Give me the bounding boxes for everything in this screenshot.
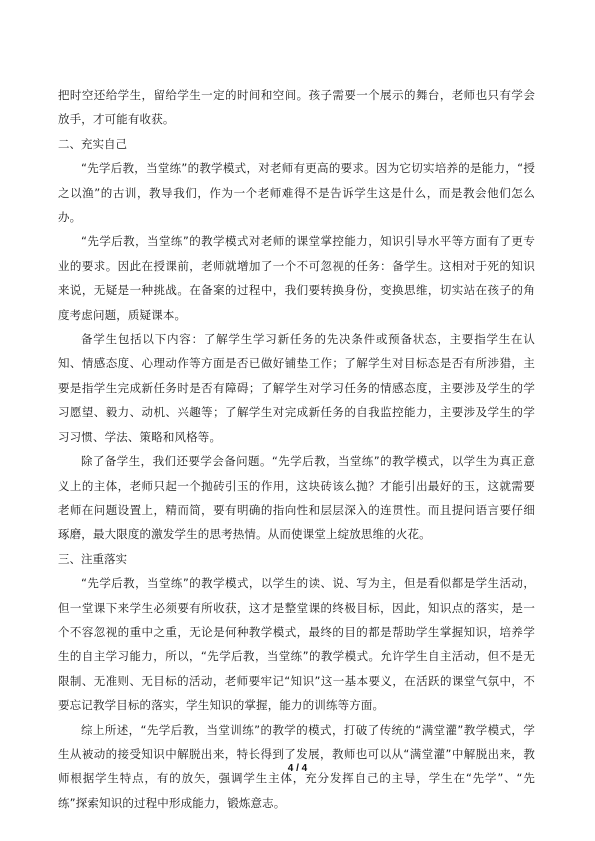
paragraph-2-4: 除了备学生，我们还要学会备问题。“先学后教，当堂练”的教学模式，以学生为真正意义上的主体，老师只起一个抛砖引玉的作用，这块砖该么抛？才能引出最好的玉，这就需要老师在问题设置上，精而简，要有明确的指向性和层层深入的连贯性。而且提问语言要仔细琢磨，最大限度的激发学生的思考热情。从而使课堂上绽放思维的火花。	[58, 454, 535, 542]
paragraph-2-1: “先学后教，当堂练”的教学模式，对老师有更高的要求。因为它切实培养的是能力，“授之以渔”的古训，教导我们，作为一个老师难得不是告诉学生这是什么，而是教会他们怎么办。	[58, 161, 535, 225]
page-number: 4 / 4	[287, 763, 308, 774]
paragraph-2-3: 备学生包括以下内容：了解学生学习新任务的先决条件或预备状态，主要指学生在认知、情感态度、心理动作等方面是否已做好铺垫工作；了解学生对目标态是否有所涉猎，主要是指学生完成新任务时是否有障碍；了解学生对学习任务的情感态度，主要涉及学生的学习愿望、毅力、动机、兴趣等；了解学生对完成新任务的自我监控能力，主要涉及学生的学习习惯、学法、策略和风格等。	[58, 332, 535, 444]
paragraph-2-2: “先学后教，当堂练”的教学模式对老师的课堂掌控能力，知识引导水平等方面有了更专业的要求。因此在授课前，老师就增加了一个不可忽视的任务：备学生。这相对于死的知识来说，无疑是一种挑战。在备案的过程中，我们要转换身份，变换思维，切实站在孩子的角度考虑问题，质疑课本。	[58, 234, 535, 322]
section-heading-3: 三、注重落实	[58, 551, 127, 566]
paragraph-intro: 把时空还给学生，留给学生一定的时间和空间。孩子需要一个展示的舞台，老师也只有学会放手，才可能有收获。	[58, 88, 535, 127]
paragraph-3-1: “先学后教，当堂练”的教学模式，以学生的读、说、写为主，但是看似都是学生活动，但一堂课下来学生必须要有所收获，这才是整堂课的终极目标，因此，知识点的落实，是一个不容忽视的重中之重，无论是何种教学模式，最终的目的都是帮助学生掌握知识，培养学生的自主学习能力，所以，“先学后教，当堂练”的教学模式。允许学生自主活动，但不是无限制、无准则、无目标的活动，老师要牢记“知识”这一基本要义，在活跃的课堂气氛中，不要忘记教学目标的落实，学生知识的掌握，能力的训练等方面。	[58, 576, 535, 713]
paragraph-3-2: 综上所述，“先学后教，当堂训练”的教学的模式，打破了传统的“满堂灌”教学模式，学生从被动的接受知识中解脱出来，特长得到了发展，教师也可以从“满堂灌”中解脱出来，教师根据学生特点，有的放矢，强调学生主体，充分发挥自己的主导，学生在“先学”、“先练”探索知识的过程中形成能力，锻炼意志。	[58, 722, 535, 810]
document-body	[58, 83, 535, 815]
section-heading-2: 二、充实自己	[58, 136, 127, 151]
